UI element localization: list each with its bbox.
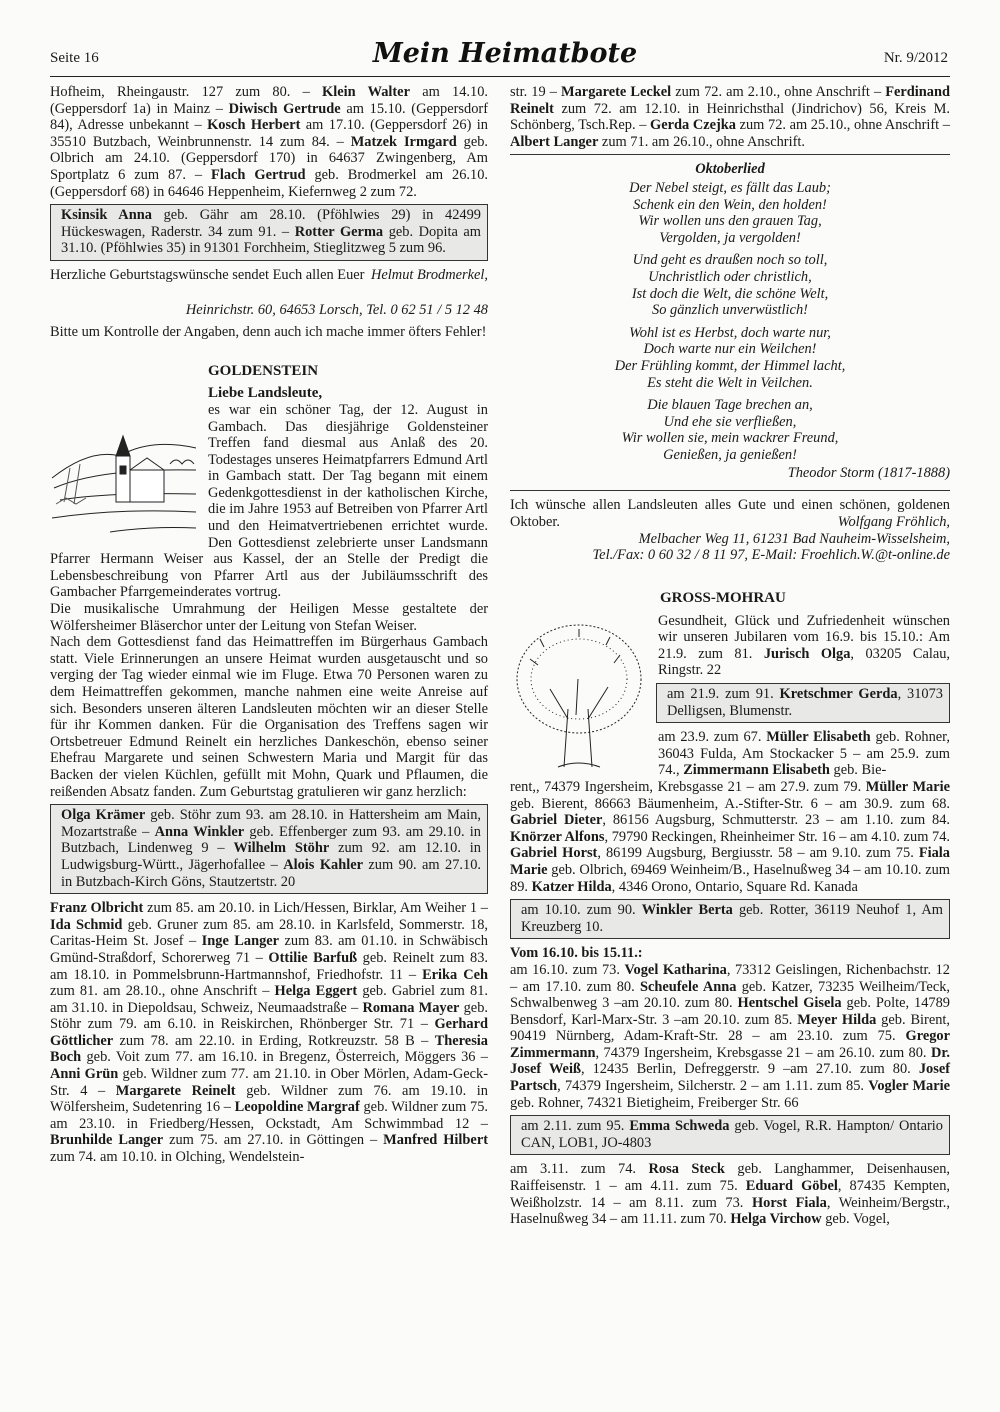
goldenstein-text: es war ein schöner Tag, der 12. August in Gambach. Das diesjährige Goldensteiner Treffen fand diesmal aus Anlaß des 20. Todestages unseres Heimatpfarrers Edmund Artl in Gambach statt. Der Tag begann mit einem Gedenkgottesdienst in der katholischen Kirche, die im Jahre 1953 auf Betreiben von Pfarrer Artl und den Heimatvertriebenen errichtet wurde. Den Gottesdienst zelebrierte unser Landsmann Pfarrer Hermann Weiser aus Kassel, der an Stelle der Predigt die Lebensbeschreibung von Pfarrer Artl aus der Jubiläumsschrift des Gambacher Pfarrgemeinderates vortrug. — [50, 401, 488, 601]
person-name: Josef Partsch — [510, 1061, 950, 1095]
person-name: Alois Kahler — [283, 856, 363, 873]
text-run: zum 83. am 01.10. in Schwäbisch Gmünd-Straßdorf, Schorerweg 71 – — [50, 933, 488, 966]
divider — [510, 154, 950, 155]
text-run: am 2.11. zum 95. — [521, 1118, 630, 1135]
text-run: geb. Wildner zum 75. am 23.10. in Friedberg/Hessen, Ockstadt, Am Schwimmbad 12 – — [50, 1099, 488, 1132]
text-run: geb. Bie- — [829, 762, 887, 779]
text-run: , 12435 Berlin, Defreggerstr. 9 –am 27.10. zum 80. — [580, 1061, 919, 1078]
text-run: geb. Brodmerkel am 26.10. (Geppersdorf 68) in 64646 Heppenheim, Kiefernweg 2 zum 72. — [50, 166, 488, 200]
person-name: Müller Marie — [865, 778, 950, 795]
person-name: Jurisch Olga — [763, 645, 851, 662]
poem-line: Unchristlich oder christlich, — [648, 268, 812, 285]
text-run: zum 81. am 28.10., ohne Anschrift – — [50, 983, 275, 1000]
check-note: Bitte um Kontrolle der Angaben, denn auch ich mache immer öfters Fehler! — [50, 324, 487, 341]
divider — [510, 490, 950, 491]
text-run: zum 92. am 12.10. in Ludwigsburg-Württ., Jägerhofallee – — [61, 840, 482, 873]
birthday-paragraph — [656, 729, 950, 779]
text-run: geb. Vogel, R.R. Hampton/ Ontario CAN, LOB1, JO-4803 — [521, 1118, 943, 1151]
poem-line: Doch warte nur ein Weilchen! — [643, 341, 817, 358]
text-run: geb. Bierent, 86663 Bäumenheim, A.-Stifter-Str. 6 – am 30.9. zum 68. — [510, 795, 950, 812]
birthday-paragraph — [510, 779, 950, 895]
text-run: geb. Gabriel zum 81. am 31.10. in Diepoldsau, Schweiz, Neumaadstraße – — [50, 983, 488, 1016]
text-run: geb. Langhammer, Deisenhausen, Raiffeisenstr. 1 – am 4.11. zum 75. — [510, 1161, 950, 1195]
highlight-box — [510, 1115, 950, 1155]
text-run: zum 75. am 27.10. in Göttingen – — [163, 1132, 384, 1149]
text-run: am 3.11. zum 74. — [510, 1161, 649, 1178]
person-name: Wilhelm Stöhr — [233, 840, 330, 857]
text-run: , 86156 Augsburg, Schmutterstr. 23 – am 1.10. zum 84. — [602, 812, 950, 829]
person-name: Knörzer Alfons — [510, 828, 605, 845]
person-name: Ottilie Barfuß — [268, 949, 358, 966]
section-title-gross-mohrau: GROSS-MOHRAU — [660, 590, 786, 607]
wish-name: Wolfgang Fröhlich, — [837, 514, 950, 531]
text-run: geb. Stöhr zum 93. am 28.10. in Hattersheim am Main, Mozartstraße – — [61, 807, 482, 840]
wishes-address: Heinrichstr. 60, 64653 Lorsch, Tel. 0 62 51 / 5 12 48 — [185, 301, 488, 318]
person-name: Olga Krämer — [61, 807, 146, 824]
text-run: am 15.10. (Geppersdorf 84), Adresse unbekannt – — [50, 100, 488, 134]
person-name: Fiala Marie — [510, 845, 950, 878]
text-run: Hofheim, Rheingaustr. 127 zum 80. – — [50, 84, 323, 100]
person-name: Zimmermann Elisabeth — [683, 762, 830, 779]
poem-line: Die blauen Tage brechen an, — [647, 397, 813, 414]
text-run: , 31073 Delligsen, Blumenstr. — [667, 686, 943, 719]
poem-line: So gänzlich unverwüstlich! — [652, 302, 808, 319]
person-name: Winkler Berta — [641, 902, 733, 919]
person-name: Romana Mayer — [362, 999, 460, 1016]
poem-author: Theodor Storm (1817-1888) — [787, 465, 950, 482]
text-run: geb. Gähr am 28.10. (Pföhlwies 29) in 42499 Hückeswagen, Raderstr. 34 zum 91. – — [61, 207, 481, 240]
birthday-paragraph — [656, 613, 950, 679]
text-run: am 17.10. (Geppersdorf 26) in 35510 Butzbach, Weinbrunnenstr. 14 zum 84. – — [50, 117, 488, 150]
person-name: Ksinsik Anna — [61, 207, 152, 224]
text-run: geb. Wildner zum 77. am 21.10. in Ober Mörlen, Adam-Geck-Str. 4 – — [50, 1066, 488, 1099]
person-name: Brunhilde Langer — [50, 1132, 164, 1149]
text-run: , 74379 Ingersheim, Krebsgasse 21 – am 26.10. zum 80. — [595, 1044, 931, 1061]
text-run: am 23.9. zum 67. — [658, 729, 767, 746]
goldenstein-text-meeting: Nach dem Gottesdienst fand das Heimattreffen im Bürgerhaus Gambach statt. Viele Erinnerungen an unsere Heimat wurden ausgetauscht und so verging der Tag wieder einmal wie im Fluge. Etwa 70 Personen waren zu dem Heimattreffen gekommen, manche nahmen eine weite Anreise auf sich. Besonders unseren älteren Landsleuten möchten wir an dieser Stelle für ihr Kommen danken. Für die Organisation des Treffens sagen wir Ortsbetreuer Edmund Reinelt ein herzliches Dankeschön, ebenso seiner Ehefrau Margarete und seinen Schwestern Maria und Margit für das Backen der vielen Küchlen, gefüllt mit Mohn, Quark und Pflaumen, die reißenden Absatz fanden. Zum Geburtstag gratulieren wir ganz herzlich: — [50, 634, 488, 800]
text-run: geb. Vogel, — [821, 1211, 890, 1228]
tree-illustration — [510, 619, 648, 769]
highlight-box — [50, 804, 488, 894]
person-name: Ferdinand Reinelt — [510, 84, 951, 117]
issue-number: Nr. 9/2012 — [883, 50, 948, 66]
person-name: Horst Fiala — [751, 1194, 827, 1211]
person-name: Emma Schweda — [629, 1118, 730, 1135]
person-name: Vogel Katharina — [624, 961, 727, 978]
poem-line: Schenk ein den Wein, den holden! — [633, 196, 827, 213]
poem-line: Der Nebel steigt, es fällt das Laub; — [629, 179, 831, 196]
text-run: Gesundheit, Glück und Zufriedenheit wünschen wir unseren Jubilaren vom 16.9. bis 15.10.: Am 21.9. zum 81. — [658, 612, 950, 662]
poem — [510, 161, 950, 482]
right-column — [510, 84, 950, 1232]
text-run: am 16.10. zum 73. — [510, 961, 625, 978]
person-name: Gregor Zimmermann — [510, 1028, 950, 1061]
person-name: Hentschel Gisela — [737, 995, 842, 1012]
poem-line: Und ehe sie verfließen, — [663, 413, 797, 430]
person-name: Manfred Hilbert — [383, 1132, 488, 1149]
text-run: zum 72. am 12.10. in Heinrichsthal (Jindrichov) 56, Kreis M. Schönberg, Tsch.Rep. – — [510, 100, 950, 134]
text-run: am 14.10. (Geppersdorf 1a) in Mainz – — [50, 84, 488, 117]
person-name: Meyer Hilda — [797, 1011, 877, 1028]
text-run: str. 19 – — [510, 84, 562, 100]
person-name: Rosa Steck — [648, 1161, 725, 1178]
text-run: geb. Rohner, 36043 Fulda, Am Stockacker 5 – am 25.9. zum 74., — [658, 729, 950, 779]
person-name: Gerhard Göttlicher — [50, 1016, 488, 1049]
text-run: , 74379 Ingersheim, Silcherstr. 2 – am 1.11. zum 85. — [557, 1078, 869, 1095]
text-run: rent,, 74379 Ingersheim, Krebsgasse 21 – am 27.9. zum 79. — [510, 778, 866, 795]
person-name: Eduard Göbel — [745, 1178, 838, 1195]
wish-line: Ich wünsche allen Landsleuten alles Gute und einen schönen, goldenen Oktober. — [510, 497, 950, 530]
person-name: Helga Virchow — [730, 1211, 822, 1228]
person-name: Vogler Marie — [868, 1078, 950, 1095]
birthday-paragraph — [50, 84, 488, 200]
poem-line: Der Frühling kommt, der Himmel lacht, — [614, 357, 846, 374]
poem-line: Wohl ist es Herbst, doch warte nur, — [629, 324, 831, 341]
text-run: zum 74. am 10.10. in Olching, Wendelstein- — [50, 1149, 305, 1166]
poem-line: Wir wollen sie, mein wackrer Freund, — [621, 430, 839, 447]
subheading-date-range: Vom 16.10. bis 15.11.: — [510, 945, 643, 962]
text-run: zum 72. am 25.10., ohne Anschrift – — [735, 117, 950, 134]
goldenstein-text-music: Die musikalische Umrahmung der Heiligen Messe gestaltete der Wölfersheimer Bläserchor unter der Leitung von Stefan Weiser. — [50, 601, 488, 634]
text-run: , Weinheim/Bergstr., Haselnußweg 34 – am 11.11. zum 70. — [510, 1194, 950, 1228]
text-run: geb. Olbrich am 24.10. (Geppersdorf 170) in 64637 Zwingenberg, Am Sportplatz 6 zum 87. – — [50, 133, 488, 183]
text-run: geb. Gruner zum 85. am 28.10. in Karlsfeld, Sommerstr. 18, Caritas-Heim St. Josef – — [50, 916, 488, 950]
church-illustration — [50, 408, 198, 538]
page-number: Seite 16 — [50, 50, 99, 66]
greeting: Liebe Landsleute, — [208, 385, 323, 402]
text-run: geb. Wildner zum 76. am 19.10. in Wölfersheim, Sudetenring 16 – — [50, 1082, 489, 1116]
person-name: Margarete Leckel — [561, 84, 672, 100]
person-name: Anna Winkler — [154, 823, 245, 840]
text-run: zum 71. am 26.10., ohne Anschrift. — [598, 133, 805, 150]
text-run: , 03205 Calau, Ringstr. 22 — [658, 645, 951, 679]
text-run: geb. Birent, 90419 Nürnberg, Adam-Kraft-Str. 28 – am 23.10. zum 75. — [510, 1011, 951, 1045]
person-name: Müller Elisabeth — [766, 729, 871, 746]
person-name: Flach Gertrud — [211, 166, 306, 183]
person-name: Margarete Reinelt — [115, 1082, 236, 1099]
text-run: , 79790 Reckingen, Rheinheimer Str. 16 – am 4.10. zum 74. — [604, 828, 951, 845]
poem-line: Ist doch die Welt, die schöne Welt, — [631, 285, 829, 302]
left-column — [50, 84, 488, 1170]
text-run: geb. Voit zum 77. am 16.10. in Bregenz, Österreich, Möggers 36 – — [81, 1049, 488, 1066]
poem-stanzas — [510, 180, 950, 464]
poem-line: Und geht es draußen noch so toll, — [632, 252, 828, 269]
person-name: Inge Langer — [201, 933, 280, 950]
svg-text:Mein Heimatbote: Mein Heimatbote — [372, 38, 638, 69]
header-rule — [50, 76, 950, 77]
text-run: geb. Reinelt zum 83. am 18.10. in Pommelsbrunn-Hartmannshof, Friedhofstr. 11 – — [50, 949, 488, 983]
wishes-name-1: Helmut Brodmerkel, — [371, 266, 488, 283]
wish-address: Melbacher Weg 11, 61231 Bad Nauheim-Wisselsheim, — [638, 530, 950, 547]
birthday-paragraph — [510, 962, 950, 1111]
highlight-box — [510, 899, 950, 939]
section-title-goldenstein: GOLDENSTEIN — [208, 362, 319, 379]
birthday-paragraph — [50, 900, 488, 1166]
person-name: Gabriel Dieter — [510, 812, 603, 829]
person-name: Kosch Herbert — [207, 117, 301, 134]
poem-stanza — [510, 397, 950, 463]
masthead-logo — [372, 30, 638, 74]
text-run: geb. Katzer, 73235 Weilheim/Teck, Schwalbenweg 3 –am 20.10. zum 80. — [510, 978, 950, 1012]
text-run: zum 90. am 27.10. in Butzbach-Kirch Göns, Stautzertstr. 20 — [61, 856, 482, 890]
text-run: zum 72. am 2.10., ohne Anschrift – — [671, 84, 886, 100]
person-name: Albert Langer — [510, 133, 599, 150]
text-run: geb. Rotter, 36119 Neuhof 1, Am Kreuzberg 10. — [521, 902, 943, 935]
wish-contact: Tel./Fax: 0 60 32 / 8 11 97, E-Mail: Froehlich.W.@t-online.de — [592, 547, 950, 564]
wishes-line: Herzliche Geburtstagswünsche sendet Euch allen Euer Helmut Brodmerkel, — [50, 266, 488, 283]
text-run: , 86199 Augsburg, Bergiusstr. 58 – am 9.10. zum 75. — [597, 845, 919, 862]
person-name: Ida Schmid — [50, 916, 123, 933]
text-run: geb. Dopita am 31.10. (Pföhlwies 35) in 91301 Forchheim, Stieglitzweg 5 zum 96. — [61, 223, 481, 257]
text-run: am 10.10. zum 90. — [521, 902, 642, 919]
person-name: Dr. Josef Weiß — [510, 1044, 950, 1078]
highlight-box — [50, 204, 488, 261]
text-run: , 87435 Kempten, Weißholzstr. 14 – am 8.11. zum 73. — [510, 1178, 950, 1211]
text-run: geb. Rohner, 74321 Bietigheim, Freiberger Str. 66 — [510, 1094, 799, 1111]
person-name: Rotter Germa — [294, 223, 384, 240]
person-name: Diwisch Gertrude — [228, 100, 341, 117]
poem-stanza — [510, 252, 950, 318]
poem-title: Oktoberlied — [695, 161, 765, 178]
person-name: Franz Olbricht — [50, 900, 144, 917]
poem-line: Vergolden, ja vergolden! — [659, 229, 801, 246]
person-name: Katzer Hilda — [531, 878, 612, 895]
text-run: am 21.9. zum 91. — [667, 686, 780, 702]
text-run: zum 85. am 20.10. in Lich/Hessen, Birklar, Am Weiher 1 – — [143, 900, 489, 917]
person-name: Gabriel Horst — [510, 845, 598, 862]
text-run: , 4346 Orono, Ontario, Square Rd. Kanada — [611, 878, 858, 895]
person-name: Kretschmer Gerda — [779, 686, 898, 702]
person-name: Erika Ceh — [422, 966, 488, 983]
person-name: Klein Walter — [322, 84, 410, 100]
text-run: geb. Olbrich, 69469 Weinheim/B., Haselnußweg 34 – am 10.10. zum 89. — [510, 861, 950, 895]
poem-line: Wir wollen uns den grauen Tag, — [638, 213, 822, 230]
person-name: Anni Grün — [50, 1066, 119, 1083]
person-name: Leopoldine Margraf — [234, 1099, 360, 1116]
poem-stanza — [510, 180, 950, 246]
poem-line: Es steht die Welt in Veilchen. — [647, 374, 813, 391]
poem-line: Genießen, ja genießen! — [663, 446, 797, 463]
person-name: Matzek Irmgard — [350, 133, 457, 150]
person-name: Helga Eggert — [274, 983, 358, 1000]
text-run: geb. Polte, 14789 Bensdorf, Karl-Marx-Str. 3 –am 20.10. zum 85. — [510, 995, 950, 1028]
person-name: Scheufele Anna — [639, 978, 737, 995]
text-run: geb. Stöhr zum 79. am 6.10. in Reiskirchen, Rhönberger Str. 71 – — [50, 999, 488, 1033]
text-run: zum 78. am 22.10. in Erding, Rotkreuzstr. 58 B – — [113, 1032, 435, 1049]
text-run: , 73312 Geislingen, Richenbachstr. 12 – am 17.10. zum 80. — [510, 961, 950, 995]
birthday-paragraph — [510, 1161, 950, 1227]
birthday-paragraph — [510, 84, 950, 150]
text-run: geb. Effenberger zum 93. am 29.10. in Butzbach, Lindenweg 9 – — [61, 823, 481, 857]
person-name: Gerda Czejka — [650, 117, 736, 134]
person-name: Theresia Boch — [50, 1032, 488, 1066]
highlight-box — [656, 683, 950, 723]
poem-stanza — [510, 325, 950, 391]
